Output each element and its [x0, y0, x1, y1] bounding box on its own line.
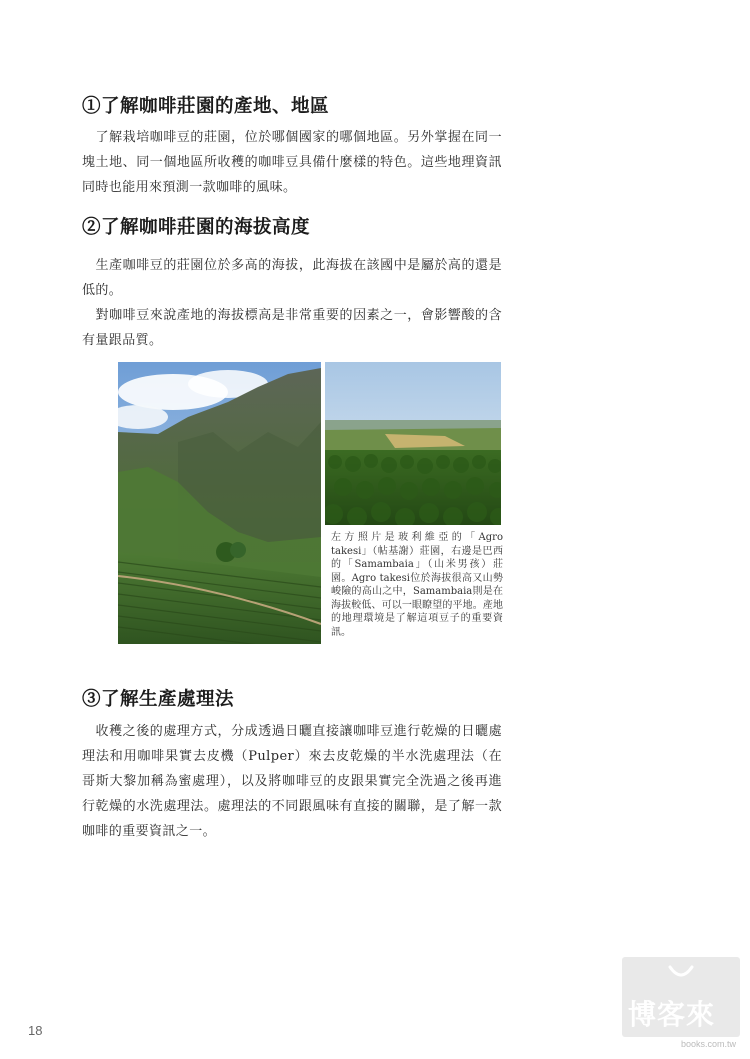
paragraph-processing: 收穫之後的處理方式，分成透過日曬直接讓咖啡豆進行乾燥的日曬處理法和用咖啡果實去皮機（Pulper）來去皮乾燥的半水洗處理法（在哥斯大黎加稱為蜜處理），以及將咖啡豆的皮跟果實完全洗過之後再進行乾燥的水洗處理法。處理法的不同跟風味有直接的關聯，是了解一款咖啡的重要資訊之一。	[82, 724, 502, 839]
paragraph-altitude-2: 對咖啡豆來說產地的海拔標高是非常重要的因素之一，會影響酸的含有量跟品質。	[82, 308, 502, 348]
section-heading-processing: ③了解生產處理法	[82, 689, 235, 710]
paragraph-altitude-1: 生產咖啡豆的莊園位於多高的海拔，此海拔在該國中是屬於高的還是低的。	[82, 258, 502, 298]
section-heading-origin: ①了解咖啡莊園的產地、地區	[82, 96, 330, 117]
watermark-background	[622, 957, 740, 1037]
section-heading-altitude: ②了解咖啡莊園的海拔高度	[82, 217, 311, 238]
photo-caption: 左方照片是玻利維亞的「Agro takesi」（帖基謝）莊園，右邊是巴西的「Samambaia」（山米男孩）莊園。Agro takesi位於海拔很高又山勢峻險的高山之中，Samambaia則是在海拔較低、可以一眼瞭望的平地。產地的地理環境是了解這項豆子的重要資訊。	[331, 532, 503, 638]
altitude-paragraphs	[82, 253, 502, 353]
smile-icon	[622, 957, 740, 993]
watermark-text: 博客來	[628, 998, 716, 1031]
photo-mountain-farm	[118, 362, 321, 644]
watermark-url: books.com.tw	[680, 1039, 736, 1049]
page-number: 18	[28, 1023, 43, 1038]
paragraph-origin: 了解栽培咖啡豆的莊園，位於哪個國家的哪個地區。另外掌握在同一塊土地、同一個地區所收穫的咖啡豆具備什麼樣的特色。這些地理資訊同時也能用來預測一款咖啡的風味。	[82, 130, 502, 195]
photo-plantation-plain	[325, 362, 501, 525]
watermark-logo	[622, 957, 740, 1049]
